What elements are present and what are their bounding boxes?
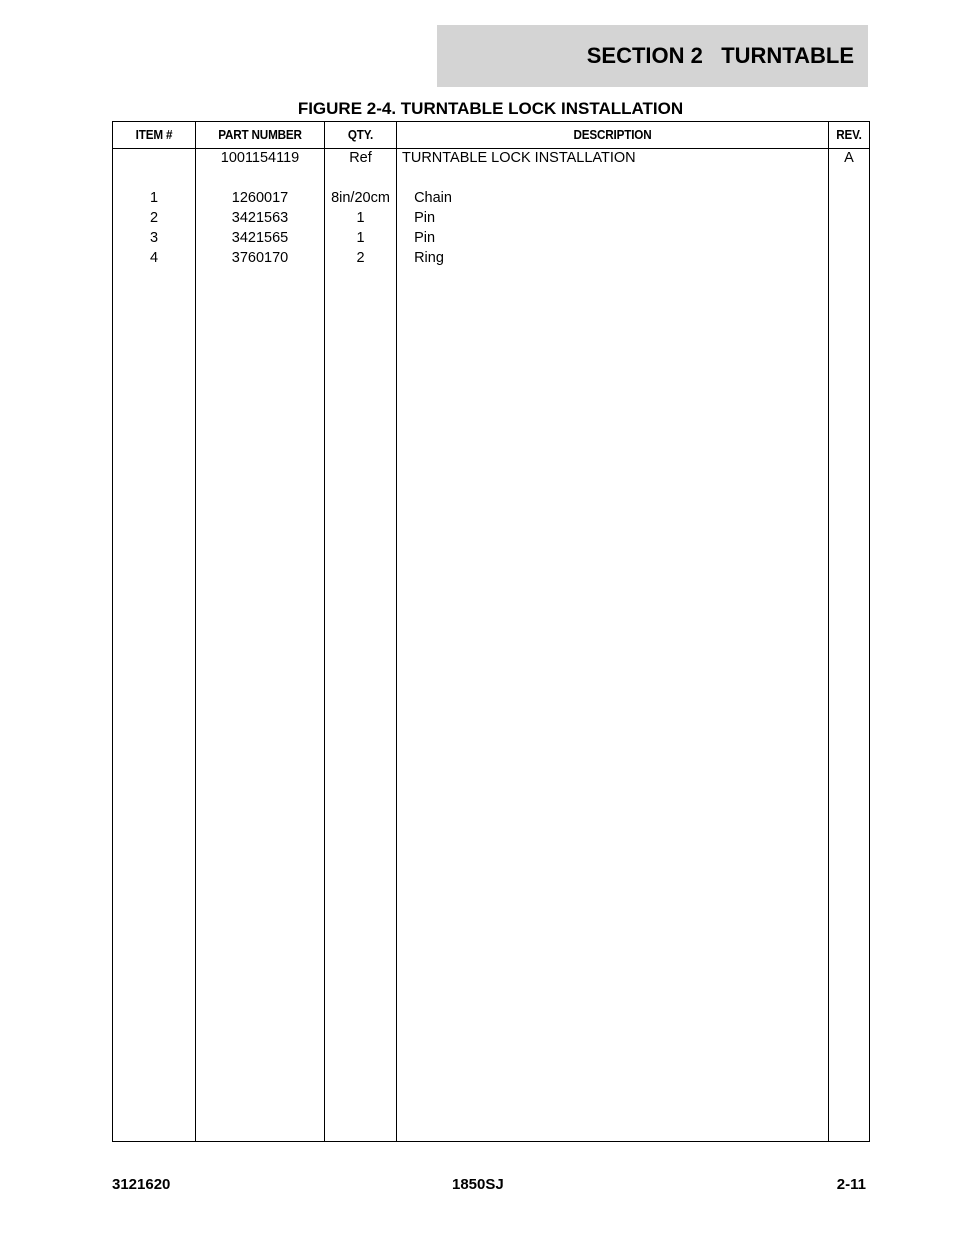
table-row (113, 248, 869, 268)
cell-description: Pin (402, 230, 436, 246)
cell-item: 4 (149, 250, 159, 266)
cell-rev (829, 228, 869, 248)
section-banner (437, 25, 868, 87)
header-qty: QTY. (347, 127, 374, 142)
cell-rev (829, 188, 869, 208)
header-rev: REV. (836, 127, 862, 142)
cell-item: 3 (149, 230, 159, 246)
footer-page-number: 2-11 (836, 1176, 866, 1193)
header-description: DESCRIPTION (573, 127, 652, 142)
header-item: ITEM # (135, 127, 173, 142)
cell-rev: A (844, 150, 854, 166)
cell-part-number: 1001154119 (220, 150, 300, 166)
footer-model: 1850SJ (452, 1176, 504, 1193)
column-divider (324, 122, 325, 1141)
table-row (113, 208, 869, 228)
table-row (113, 188, 869, 208)
column-divider (828, 122, 829, 1141)
cell-rev (829, 248, 869, 268)
column-divider (195, 122, 196, 1141)
cell-rev (829, 208, 869, 228)
cell-part-number: 1260017 (231, 190, 289, 206)
footer-doc-number: 3121620 (112, 1176, 171, 1193)
table-row (113, 228, 869, 248)
figure-title: FIGURE 2-4. TURNTABLE LOCK INSTALLATION (297, 99, 684, 118)
cell-qty: Ref (349, 150, 372, 166)
cell-qty: 1 (356, 230, 365, 246)
column-divider (396, 122, 397, 1141)
cell-qty: 2 (356, 250, 365, 266)
parts-table (112, 121, 870, 1142)
header-part-number: PART NUMBER (218, 127, 302, 142)
cell-item (113, 148, 195, 168)
cell-part-number: 3421565 (231, 230, 289, 246)
cell-qty: 1 (356, 210, 365, 226)
cell-description: TURNTABLE LOCK INSTALLATION (402, 150, 636, 166)
cell-description: Chain (402, 190, 452, 206)
section-label: SECTION 2 TURNTABLE (586, 43, 854, 68)
cell-part-number: 3760170 (231, 250, 289, 266)
cell-item: 2 (149, 210, 159, 226)
cell-qty: 8in/20cm (331, 190, 390, 206)
cell-item: 1 (149, 190, 159, 206)
cell-part-number: 3421563 (231, 210, 289, 226)
cell-description: Pin (402, 210, 436, 226)
table-header (113, 122, 869, 149)
cell-description: Ring (402, 250, 444, 266)
table-row (113, 148, 869, 168)
